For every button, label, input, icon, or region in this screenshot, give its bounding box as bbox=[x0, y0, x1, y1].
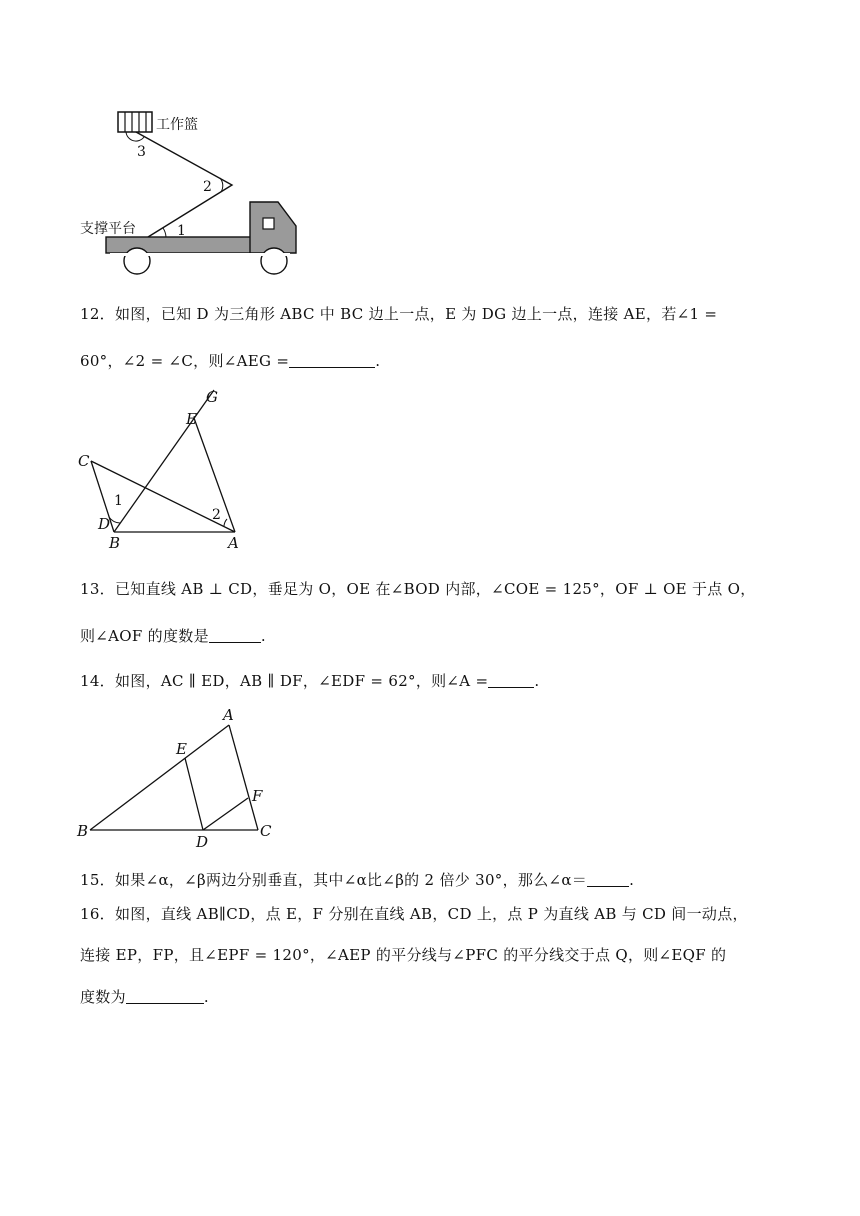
q13-answer-blank bbox=[209, 628, 261, 643]
q14-line-1-end: . bbox=[534, 672, 540, 690]
q15-line-1-end: . bbox=[629, 871, 635, 889]
label-A: A bbox=[223, 706, 234, 724]
q13-line-1: 13．已知直线 AB ⊥ CD，垂足为 O，OE 在∠BOD 内部，∠COE = 125°，OF ⊥ OE 于点 O， bbox=[80, 580, 756, 598]
wheel-rear bbox=[124, 248, 150, 274]
work-basket bbox=[118, 112, 152, 132]
label-E: E bbox=[176, 740, 187, 758]
label-D: D bbox=[196, 833, 209, 851]
angle-3-label: 3 bbox=[137, 144, 146, 160]
label-C: C bbox=[260, 822, 272, 840]
q15-line-1 bbox=[80, 869, 634, 890]
q16-line-1: 16．如图，直线 AB∥CD，点 E，F 分别在直线 AB，CD 上，点 P 为直线 AB 与 CD 间一动点， bbox=[80, 905, 748, 923]
angle-1-label: 1 bbox=[114, 493, 123, 509]
q14-line-1 bbox=[80, 670, 539, 691]
q12-line-2 bbox=[80, 350, 380, 371]
label-E: E bbox=[186, 410, 197, 428]
q12-line-2-text: 60°，∠2 = ∠C，则∠AEG = bbox=[80, 352, 290, 370]
figure-parallelogram-triangle bbox=[72, 700, 292, 850]
label-C: C bbox=[78, 452, 90, 470]
q16-line-2: 连接 EP，FP，且∠EPF = 120°，∠AEP 的平分线与∠PFC 的平分线交于点 Q，则∠EQF 的 bbox=[80, 946, 727, 964]
basket-label: 工作篮 bbox=[156, 117, 198, 133]
q12-line-2-end: . bbox=[375, 352, 381, 370]
q13-line-2-text: 则∠AOF 的度数是 bbox=[80, 627, 209, 645]
label-D: D bbox=[98, 515, 111, 533]
label-F: F bbox=[252, 787, 263, 805]
q14-line-1-text: 14．如图，AC ∥ ED，AB ∥ DF，∠EDF = 62°，则∠A = bbox=[80, 672, 489, 690]
label-B: B bbox=[77, 822, 89, 840]
wheel-front bbox=[261, 248, 287, 274]
figure-triangle-abc bbox=[72, 386, 252, 556]
q14-answer-blank bbox=[488, 673, 534, 688]
q16-line-3-text: 度数为 bbox=[80, 988, 126, 1006]
q12-line-1: 12．如图，已知 D 为三角形 ABC 中 BC 边上一点，E 为 DG 边上一点，连接 AE，若∠1 = bbox=[80, 305, 718, 323]
q16-line-3 bbox=[80, 986, 209, 1007]
support-platform bbox=[106, 237, 252, 253]
angle-2-label: 2 bbox=[212, 507, 221, 523]
figure-aerial-platform-truck bbox=[70, 100, 330, 280]
q13-line-2 bbox=[80, 625, 266, 646]
q13-line-2-end: . bbox=[260, 627, 266, 645]
label-B: B bbox=[109, 534, 121, 552]
label-A: A bbox=[228, 534, 239, 552]
lift-arm bbox=[136, 132, 232, 237]
label-G: G bbox=[206, 388, 218, 406]
angle-2-label: 2 bbox=[203, 179, 212, 195]
q16-answer-blank bbox=[126, 989, 204, 1004]
q15-line-1-text: 15．如果∠α，∠β两边分别垂直，其中∠α比∠β的 2 倍少 30°，那么∠α＝ bbox=[80, 871, 588, 889]
q12-answer-blank bbox=[289, 353, 375, 368]
q16-line-3-end: . bbox=[203, 988, 209, 1006]
q15-answer-blank bbox=[587, 872, 629, 887]
platform-label: 支撑平台 bbox=[80, 221, 136, 237]
angle-1-label: 1 bbox=[177, 223, 186, 239]
